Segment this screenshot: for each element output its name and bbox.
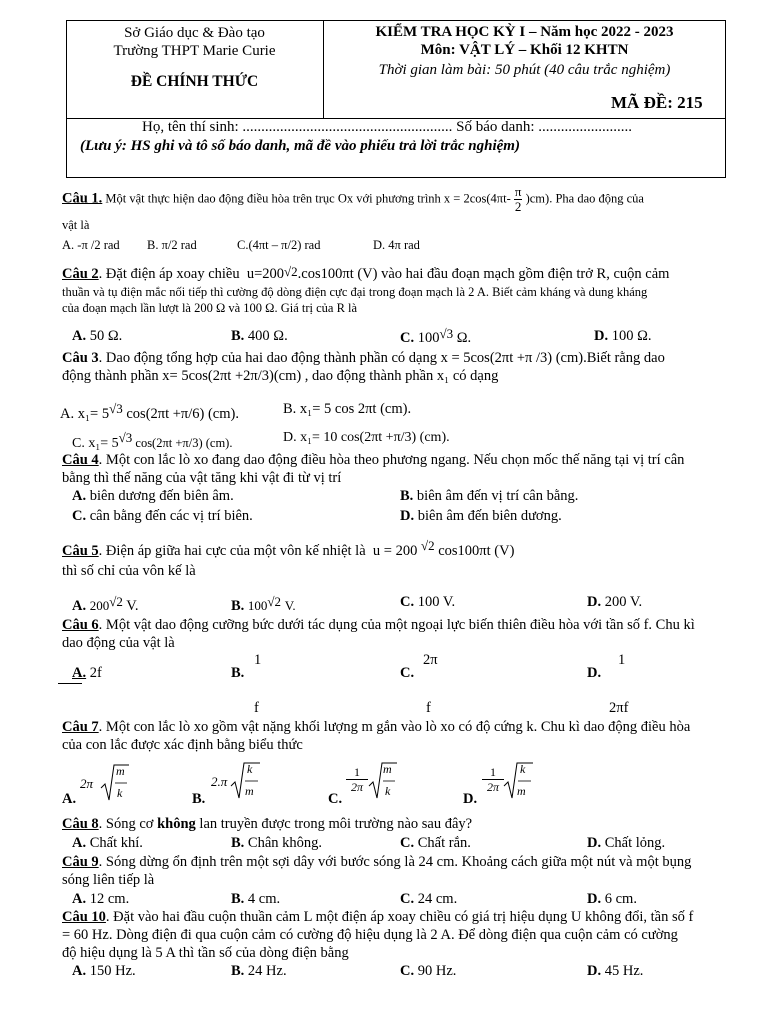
- option-text: A. x₁= 5: [60, 406, 110, 422]
- question-10: [62, 909, 693, 926]
- question-1-text-end: )cm). Pha dao động của: [525, 191, 644, 206]
- q10-option-b[interactable]: [231, 963, 287, 980]
- q7-a-denominator: k: [117, 786, 123, 800]
- option-letter: A.: [72, 891, 87, 907]
- dept-name: Sở Giáo dục & Đào tạo: [124, 25, 265, 41]
- q6-option-d-denominator: 2πf: [609, 700, 629, 716]
- q5-option-c[interactable]: [400, 594, 455, 611]
- question-4-line2: bằng thì thế năng của vật tăng khi vật đi từ vị trí: [62, 470, 342, 486]
- question-6-line2: dao động của vật là: [62, 635, 175, 651]
- option-letter: A.: [72, 488, 87, 504]
- question-7-label: Câu 7: [62, 719, 99, 735]
- q7-d-denominator: m: [517, 784, 526, 798]
- q7-option-c-letter[interactable]: C.: [328, 791, 343, 807]
- option-text: D. x₁= 10 cos(2πt +π/3) (cm).: [283, 430, 450, 445]
- option-letter: D.: [594, 328, 609, 344]
- option-text-end: cos(2πt +π/3) (cm).: [135, 436, 233, 450]
- q3-option-a[interactable]: [60, 401, 239, 423]
- sqrt-symbol: √3: [439, 326, 454, 341]
- fraction-numerator: 1: [346, 765, 368, 780]
- option-letter: C.: [400, 835, 415, 851]
- question-6-text: . Một vật dao động cưỡng bức dưới tác dụng của một ngoại lực biến thiên điều hòa với tần số f. Chu kì: [98, 617, 695, 633]
- option-text: C. x₁= 5: [72, 436, 119, 451]
- option-text: Chất rắn.: [417, 835, 471, 851]
- question-4: [62, 452, 684, 469]
- q7-option-b-letter[interactable]: B.: [192, 791, 206, 807]
- option-text: 400 Ω.: [247, 328, 288, 344]
- option-letter: B.: [231, 963, 245, 979]
- q5-option-a[interactable]: [72, 594, 138, 615]
- option-text: biên âm đến vị trí cân bằng.: [416, 488, 579, 504]
- option-letter: B.: [231, 835, 245, 851]
- option-letter: B.: [400, 488, 414, 504]
- question-1-text: Một vật thực hiện dao động điều hòa trên trục Ox với phương trình x = 2cos(4πt-: [105, 191, 511, 206]
- q4-option-a[interactable]: [72, 488, 234, 505]
- question-10-label: Câu 10: [62, 909, 106, 925]
- question-4-label: Câu 4: [62, 452, 99, 468]
- question-8: [62, 816, 472, 833]
- q1-option-b[interactable]: B. π/2 rad: [147, 238, 197, 252]
- question-3-label: Câu 3: [62, 350, 99, 366]
- q7-option-b-prefix: 2.π: [211, 774, 228, 789]
- option-text: 150 Hz.: [89, 963, 136, 979]
- question-8-text-end: lan truyền được trong môi trường nào sau đây?: [195, 816, 473, 832]
- question-2-line3: của đoạn mạch lần lượt là 200 Ω và 100 Ω. Giá trị của R là: [62, 301, 358, 315]
- sqrt-symbol: √2: [284, 264, 298, 279]
- fraction-denominator: 2π: [486, 780, 499, 794]
- question-10-line2: = 60 Hz. Dòng điện đi qua cuộn cảm có cường độ hiệu dụng là 2 A. Để dòng điện qua cuộn cảm có cường: [62, 927, 678, 943]
- q6-option-b-letter[interactable]: B.: [231, 665, 245, 681]
- question-5-formula: u = 200: [372, 543, 418, 559]
- school-name: Trường THPT Marie Curie: [113, 43, 276, 59]
- q2-option-c[interactable]: [400, 326, 471, 347]
- option-letter: A.: [72, 328, 87, 344]
- subject-line: Môn: VẬT LÝ – Khối 12 KHTN: [420, 42, 629, 58]
- exam-code: MÃ ĐỀ: 215: [611, 93, 703, 112]
- q7-c-numerator: m: [383, 762, 392, 776]
- option-letter: A.: [72, 835, 87, 851]
- option-text: 12 cm.: [89, 891, 130, 907]
- option-text: 45 Hz.: [604, 963, 644, 979]
- q7-option-a-sqrt: [100, 762, 130, 804]
- q6-option-c-numerator: 2π: [423, 652, 438, 668]
- q6-option-a[interactable]: [72, 665, 102, 682]
- option-letter: C.: [72, 508, 87, 524]
- q8-option-d[interactable]: [587, 835, 665, 852]
- question-10-line3: độ hiệu dụng là 5 A thì tần số của dòng điện bằng: [62, 945, 349, 961]
- fraction-numerator: 1: [482, 765, 504, 780]
- q1-option-c[interactable]: C.(4πt – π/2) rad: [237, 238, 321, 252]
- fraction-numerator: π: [514, 184, 522, 199]
- q7-d-numerator: k: [520, 762, 526, 776]
- option-letter: C.: [400, 963, 415, 979]
- option-text: 6 cm.: [604, 891, 637, 907]
- q7-c-denominator: k: [385, 784, 391, 798]
- q9-option-d[interactable]: [587, 891, 637, 908]
- q3-option-b[interactable]: B. x₁= 5 cos 2πt (cm).: [283, 401, 412, 417]
- option-text: 24 cm.: [417, 891, 458, 907]
- q6-option-b-numerator: 1: [254, 652, 262, 668]
- question-10-text: . Đặt vào hai đầu cuộn thuần cảm L một điện áp xoay chiều có giá trị hiệu dụng U không đổi, tần số f: [105, 909, 694, 925]
- option-letter: D.: [400, 508, 415, 524]
- question-2-label: Câu 2: [62, 266, 99, 282]
- q8-option-b[interactable]: [231, 835, 322, 852]
- option-text: 24 Hz.: [247, 963, 287, 979]
- question-9-line2: sóng liên tiếp là: [62, 872, 155, 888]
- option-text: Chất lỏng.: [604, 835, 666, 851]
- q7-option-d-letter[interactable]: D.: [463, 791, 478, 807]
- question-9-label: Câu 9: [62, 854, 99, 870]
- sqrt-symbol: √2: [420, 538, 435, 553]
- option-text-end: V.: [284, 598, 296, 613]
- option-letter: B.: [231, 328, 245, 344]
- q5-option-d[interactable]: [587, 594, 642, 611]
- question-2-text-end: vào hai đầu đoạn mạch gồm điện trở R, cuộn cảm: [381, 266, 670, 282]
- q2-option-b[interactable]: [231, 328, 288, 345]
- question-5-label: Câu 5: [62, 543, 99, 559]
- sqrt-symbol: √3: [118, 430, 133, 445]
- question-9: [62, 854, 691, 871]
- question-2-text: . Đặt điện áp xoay chiều: [98, 266, 240, 282]
- q8-option-a[interactable]: [72, 835, 143, 852]
- question-5-formula-end: cos100πt (V): [438, 543, 515, 559]
- option-text: 2f: [89, 665, 102, 681]
- sqrt-symbol: √3: [109, 401, 123, 416]
- duration-line: Thời gian làm bài: 50 phút (40 câu trắc nghiệm): [378, 62, 671, 78]
- question-1-fraction: [514, 185, 523, 214]
- sqrt-symbol: √2: [267, 594, 282, 609]
- q4-option-c[interactable]: [72, 508, 253, 525]
- q6-option-c-denominator: f: [426, 700, 431, 716]
- option-text: Chất khí.: [89, 835, 143, 851]
- q4-option-b[interactable]: [400, 488, 578, 505]
- question-7-line2: của con lắc được xác định bằng biểu thức: [62, 737, 303, 753]
- option-text: biên âm đến biên dương.: [417, 508, 562, 524]
- sqrt-symbol: √2: [109, 594, 123, 609]
- question-6-label: Câu 6: [62, 617, 99, 633]
- option-text: biên dương đến biên âm.: [89, 488, 234, 504]
- q9-option-c[interactable]: [400, 891, 457, 908]
- q8-option-c[interactable]: [400, 835, 471, 852]
- question-8-text: . Sóng cơ: [98, 816, 158, 832]
- question-3-text: . Dao động tổng hợp của hai dao động thành phần có dạng x = 5cos(2πt +π /3) (cm).Biết rằng dao: [98, 350, 665, 366]
- fraction-denominator: 2π: [350, 780, 363, 794]
- option-text: 100: [417, 330, 440, 346]
- question-5-line2: thì số chỉ của vôn kế là: [62, 563, 196, 579]
- option-text: Chân không.: [247, 835, 323, 851]
- option-text: 100 V.: [417, 594, 456, 610]
- q6-option-d-letter[interactable]: D.: [587, 665, 602, 681]
- q7-b-denominator: m: [245, 784, 254, 798]
- fraction-denominator: 2: [514, 199, 522, 214]
- question-4-text: . Một con lắc lò xo đang dao động điều hòa theo phương ngang. Nếu chọn mốc thế năng tại vị trí cân: [98, 452, 685, 468]
- option-letter: D.: [587, 594, 602, 610]
- option-letter: D.: [587, 963, 602, 979]
- q7-a-numerator: m: [116, 764, 125, 778]
- answer-mark-line: [58, 683, 82, 684]
- q10-option-d[interactable]: [587, 963, 643, 980]
- question-1-label: Câu 1.: [62, 190, 103, 207]
- option-text: 4 cm.: [247, 891, 281, 907]
- question-8-emphasis: không: [157, 816, 196, 832]
- option-letter: C.: [400, 330, 415, 346]
- question-5-text: . Điện áp giữa hai cực của một vôn kế nhiệt là: [98, 543, 366, 559]
- option-letter: A.: [72, 665, 87, 681]
- q7-c-fraction: [346, 765, 368, 794]
- question-2: [62, 264, 669, 283]
- question-2-formula: u=200: [246, 266, 285, 282]
- question-7: [62, 719, 690, 736]
- q1-option-d[interactable]: D. 4π rad: [373, 238, 420, 252]
- q10-option-c[interactable]: [400, 963, 456, 980]
- q1-option-a[interactable]: A. -π /2 rad: [62, 238, 120, 252]
- option-letter: C.: [400, 594, 415, 610]
- q7-option-a-letter[interactable]: A.: [62, 791, 77, 807]
- instruction-note: (Lưu ý: HS ghi và tô số báo danh, mã đề vào phiếu trả lời trắc nghiệm): [80, 138, 520, 154]
- exam-title: KIỂM TRA HỌC KỲ I – Năm học 2022 - 2023: [375, 24, 674, 40]
- question-1-text-line2: vật là: [62, 218, 90, 232]
- q2-option-a[interactable]: [72, 328, 122, 345]
- option-letter: D.: [587, 891, 602, 907]
- option-text-end: V.: [126, 598, 139, 614]
- q4-option-d[interactable]: [400, 508, 562, 525]
- option-text: 200 V.: [604, 594, 643, 610]
- q5-option-b[interactable]: [231, 594, 296, 615]
- question-8-label: Câu 8: [62, 816, 99, 832]
- option-letter: A.: [72, 598, 87, 614]
- question-2-formula-end: .cos100πt (V): [297, 266, 378, 282]
- q7-d-fraction: [482, 765, 504, 794]
- option-text: 100 Ω.: [611, 328, 652, 344]
- question-6: [62, 617, 695, 634]
- official-label: ĐỀ CHÍNH THỨC: [130, 73, 259, 90]
- q6-option-d-numerator: 1: [618, 652, 626, 668]
- q2-option-d[interactable]: [594, 328, 652, 345]
- question-1: [62, 185, 644, 214]
- option-text: 200: [89, 598, 110, 613]
- option-letter: A.: [72, 963, 87, 979]
- option-text-end: cos(2πt +π/6) (cm).: [126, 406, 239, 422]
- q7-b-numerator: k: [247, 762, 253, 776]
- question-2-line2: thuần và tụ điện mắc nối tiếp thì cường độ dòng điện cực đại trong đoạn mạch là 2 A. Biết cảm kháng và dung kháng: [62, 285, 648, 299]
- option-text: cân bằng đến các vị trí biên.: [89, 508, 253, 524]
- option-letter: B.: [231, 891, 245, 907]
- student-info-line: Họ, tên thí sinh: ........................................................ Số báo danh: .........................: [142, 119, 632, 135]
- q3-option-d[interactable]: [283, 430, 450, 446]
- q9-option-a[interactable]: [72, 891, 129, 908]
- q10-option-a[interactable]: [72, 963, 136, 980]
- q6-option-c-letter[interactable]: C.: [400, 665, 415, 681]
- option-text: 50 Ω.: [89, 328, 123, 344]
- q6-option-b-denominator: f: [254, 700, 259, 716]
- q7-option-a-prefix: 2π: [80, 776, 94, 791]
- question-9-text: . Sóng dừng ổn định trên một sợi dây với bước sóng là 24 cm. Khoảng cách giữa một nút và một bụng: [98, 854, 692, 870]
- option-letter: B.: [231, 598, 245, 614]
- question-7-text: . Một con lắc lò xo gồm vật nặng khối lượng m gắn vào lò xo có độ cứng k. Chu kì dao động điều hòa: [98, 719, 691, 735]
- option-text: 90 Hz.: [417, 963, 457, 979]
- q3-option-c[interactable]: [72, 430, 232, 452]
- question-3: [62, 350, 665, 367]
- q9-option-b[interactable]: [231, 891, 280, 908]
- option-letter: C.: [400, 891, 415, 907]
- option-letter: D.: [587, 835, 602, 851]
- question-5: [62, 538, 514, 560]
- question-3-line2: động thành phần x= 5cos(2πt +2π/3)(cm) , dao động thành phần x₁ có dạng: [62, 368, 499, 384]
- option-text-end: Ω.: [456, 330, 472, 346]
- option-text: 100: [247, 598, 268, 613]
